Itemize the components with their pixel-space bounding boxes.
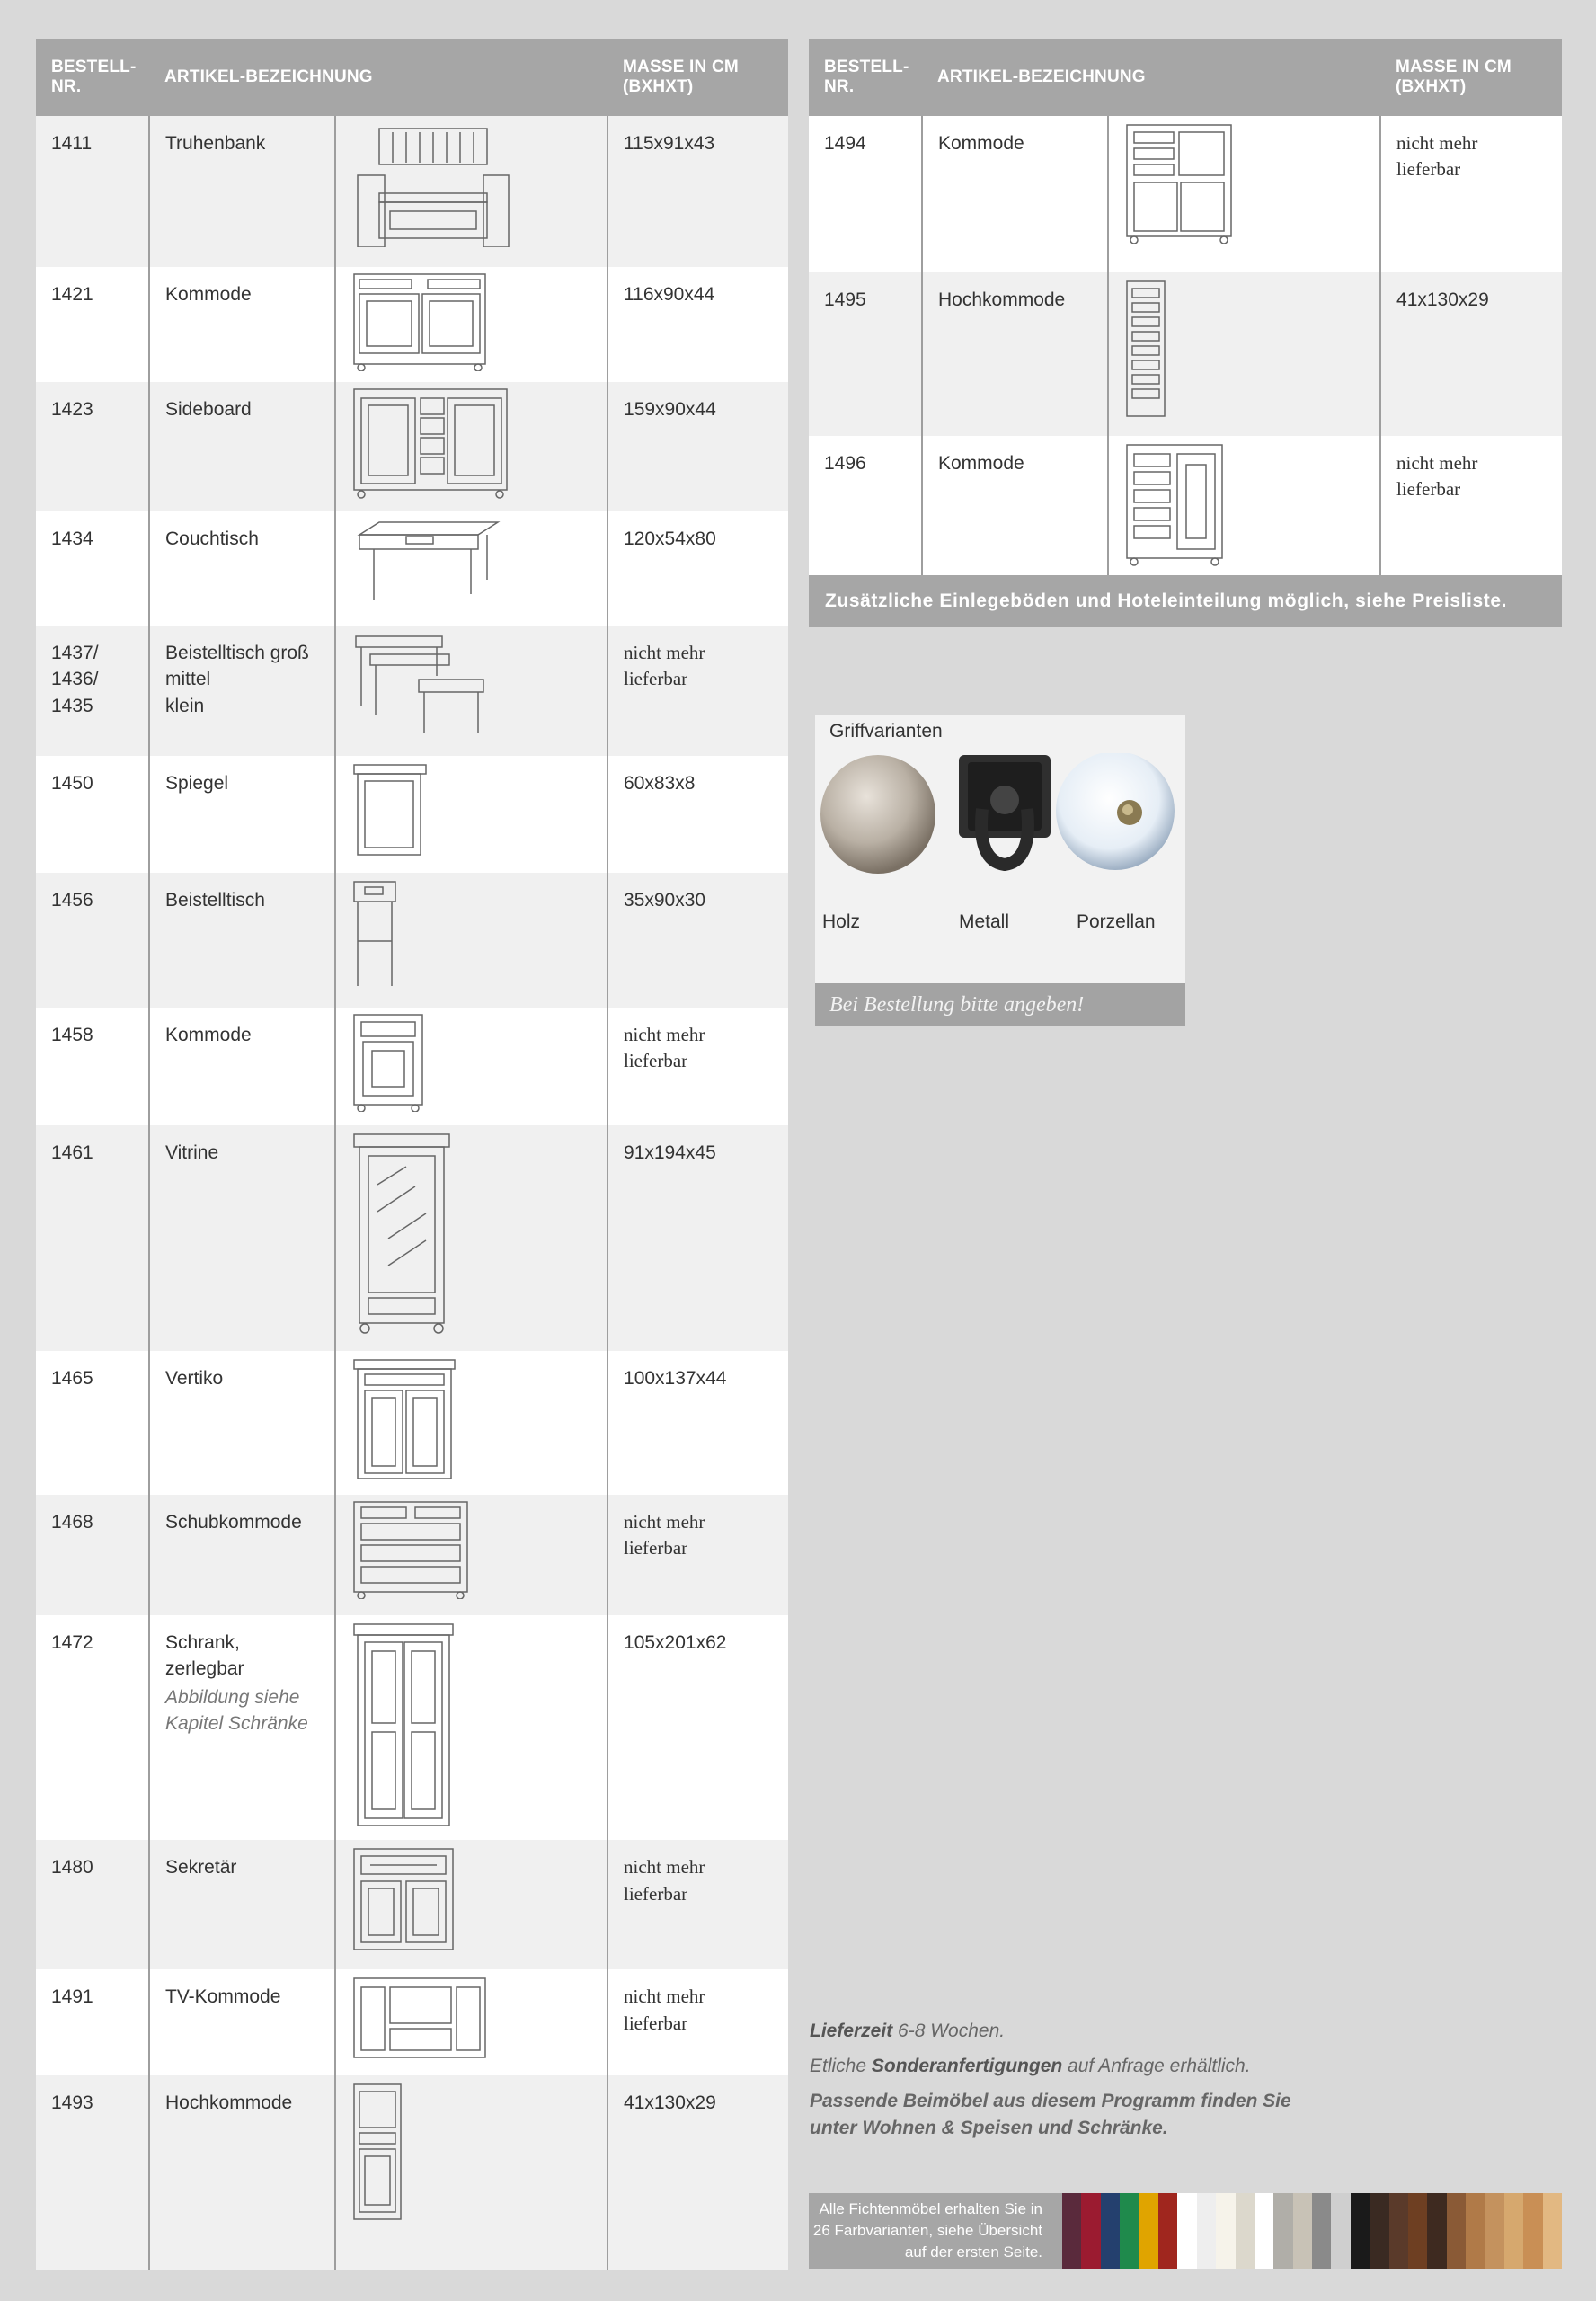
table-row xyxy=(36,2075,788,2270)
color-swatch xyxy=(1255,2193,1273,2269)
grip-images xyxy=(815,753,1185,879)
color-swatch xyxy=(1312,2193,1331,2269)
order-number: 1472 xyxy=(36,1615,149,1840)
product-drawing xyxy=(335,1615,607,1840)
product-dimensions: 116x90x44 xyxy=(607,267,788,382)
product-name: TV-Kommode xyxy=(149,1969,335,2075)
color-swatches xyxy=(1062,2193,1562,2269)
table-row xyxy=(36,267,788,382)
color-swatch xyxy=(1139,2193,1158,2269)
order-number: 1494 xyxy=(809,116,922,272)
product-dimensions: 115x91x43 xyxy=(607,116,788,267)
grip-label-metal: Metall xyxy=(959,911,1010,932)
table-row xyxy=(36,1008,788,1125)
product-drawing xyxy=(335,1840,607,1969)
color-swatch xyxy=(1370,2193,1388,2269)
order-number: 1458 xyxy=(36,1008,149,1125)
product-dimensions: nicht mehr lieferbar xyxy=(1380,436,1562,575)
product-name: Kommode xyxy=(149,267,335,382)
color-swatch xyxy=(1504,2193,1523,2269)
grip-order-note: Bei Bestellung bitte angeben! xyxy=(815,983,1185,1026)
table-row xyxy=(36,1351,788,1495)
delivery-time-label: Lieferzeit xyxy=(810,2021,893,2041)
color-swatch xyxy=(1293,2193,1312,2269)
table-row xyxy=(36,1969,788,2075)
product-drawing xyxy=(335,1351,607,1495)
order-number: 1495 xyxy=(809,272,922,436)
matching-furniture-line1: Passende Beimöbel aus diesem Programm finden Sie xyxy=(810,2091,1291,2111)
color-swatch xyxy=(1216,2193,1235,2269)
product-note: Abbildung siehe Kapitel Schränke xyxy=(165,1686,308,1735)
color-swatch xyxy=(1331,2193,1350,2269)
color-swatch xyxy=(1523,2193,1542,2269)
metal-ring-pull-icon xyxy=(959,755,1051,865)
order-number: 1480 xyxy=(36,1840,149,1969)
table-row xyxy=(36,1615,788,1840)
grip-label-wood: Holz xyxy=(822,911,861,932)
product-dimensions: nicht mehr lieferbar xyxy=(607,1969,788,2075)
product-dimensions: 60x83x8 xyxy=(607,756,788,873)
product-drawing xyxy=(335,873,607,1008)
product-name: Vitrine xyxy=(149,1125,335,1351)
product-dimensions: nicht mehr lieferbar xyxy=(1380,116,1562,272)
product-drawing xyxy=(335,1495,607,1615)
product-dimensions: 105x201x62 xyxy=(607,1615,788,1840)
product-name: Sekretär xyxy=(149,1840,335,1969)
table-row xyxy=(36,873,788,1008)
table-row xyxy=(809,436,1562,575)
product-drawing xyxy=(335,1125,607,1351)
product-name: Hochkommode xyxy=(149,2075,335,2270)
order-number: 1493 xyxy=(36,2075,149,2270)
table-row xyxy=(36,756,788,873)
header-order-no: BESTELL-NR. xyxy=(36,39,149,116)
header-dimensions: MASSE IN CM (BXHXT) xyxy=(1380,39,1562,116)
product-drawing xyxy=(335,267,607,382)
color-swatch xyxy=(1543,2193,1562,2269)
product-dimensions: nicht mehr lieferbar xyxy=(607,1008,788,1125)
color-swatch xyxy=(1408,2193,1427,2269)
product-drawing xyxy=(335,626,607,756)
custom-orders-label: Sonderanfertigungen xyxy=(871,2056,1063,2076)
product-dimensions: 91x194x45 xyxy=(607,1125,788,1351)
product-name: Kommode xyxy=(922,116,1108,272)
order-number: 1456 xyxy=(36,873,149,1008)
grip-label-porcelain: Porzellan xyxy=(1077,911,1156,932)
table-row xyxy=(36,626,788,756)
product-name: Beistelltisch xyxy=(149,873,335,1008)
product-dimensions: 35x90x30 xyxy=(607,873,788,1008)
color-swatch xyxy=(1197,2193,1216,2269)
porcelain-knob-icon xyxy=(1056,753,1175,870)
header-description: ARTIKEL-BEZEICHNUNG xyxy=(922,39,1380,116)
color-swatch xyxy=(1236,2193,1255,2269)
product-drawing xyxy=(1108,116,1380,272)
order-number: 1465 xyxy=(36,1351,149,1495)
color-swatch xyxy=(1101,2193,1120,2269)
product-name: Schrank, zerlegbar xyxy=(165,1632,244,1680)
product-name: Kommode xyxy=(149,1008,335,1125)
matching-furniture-line2: unter Wohnen & Speisen und Schränke. xyxy=(810,2118,1168,2138)
color-variants-bar xyxy=(809,2193,1562,2269)
right-product-table xyxy=(809,39,1562,575)
product-dimensions: 100x137x44 xyxy=(607,1351,788,1495)
order-number: 1434 xyxy=(36,511,149,626)
color-swatch xyxy=(1062,2193,1081,2269)
product-drawing xyxy=(335,1008,607,1125)
color-swatch xyxy=(1177,2193,1196,2269)
product-name: Sideboard xyxy=(149,382,335,511)
product-drawing xyxy=(335,2075,607,2270)
order-number: 1468 xyxy=(36,1495,149,1615)
order-number: 1496 xyxy=(809,436,922,575)
table-row xyxy=(36,511,788,626)
left-product-table xyxy=(36,39,788,2270)
product-drawing xyxy=(335,511,607,626)
wood-knob-icon xyxy=(820,755,935,874)
table-row xyxy=(36,1495,788,1615)
product-dimensions: nicht mehr lieferbar xyxy=(607,1495,788,1615)
color-swatch xyxy=(1120,2193,1139,2269)
header-dimensions: MASSE IN CM (BXHXT) xyxy=(607,39,788,116)
product-name: Spiegel xyxy=(149,756,335,873)
product-drawing xyxy=(1108,436,1380,575)
product-name: Couchtisch xyxy=(149,511,335,626)
product-name: Hochkommode xyxy=(922,272,1108,436)
table-row xyxy=(809,272,1562,436)
product-name: Beistelltisch groß mittel klein xyxy=(149,626,335,756)
product-dimensions: nicht mehr lieferbar xyxy=(607,626,788,756)
product-drawing xyxy=(1108,272,1380,436)
custom-orders-text: Etliche Sonderanfertigungen auf Anfrage erhältlich. xyxy=(810,2056,1251,2076)
color-swatch xyxy=(1351,2193,1370,2269)
product-name: Vertiko xyxy=(149,1351,335,1495)
color-variants-text: Alle Fichtenmöbel erhalten Sie in 26 Farbvarianten, siehe Übersicht auf der ersten Seite. xyxy=(812,2200,1042,2261)
order-number: 1450 xyxy=(36,756,149,873)
delivery-time-text: Lieferzeit 6-8 Wochen. xyxy=(810,2021,1006,2041)
color-swatch xyxy=(1485,2193,1504,2269)
color-swatch xyxy=(1427,2193,1446,2269)
color-swatch xyxy=(1081,2193,1100,2269)
order-number: 1423 xyxy=(36,382,149,511)
product-drawing xyxy=(335,382,607,511)
grip-variants-box xyxy=(815,715,1185,1026)
product-drawing xyxy=(335,756,607,873)
color-swatch xyxy=(1158,2193,1177,2269)
product-drawing xyxy=(335,116,607,267)
product-name: Kommode xyxy=(922,436,1108,575)
table-row xyxy=(36,1840,788,1969)
header-order-no: BESTELL-NR. xyxy=(809,39,922,116)
product-dimensions: nicht mehr lieferbar xyxy=(607,1840,788,1969)
table-row xyxy=(809,116,1562,272)
product-name: Schubkommode xyxy=(149,1495,335,1615)
color-swatch xyxy=(1273,2193,1292,2269)
order-number: 1411 xyxy=(36,116,149,267)
order-number: 1437/ 1436/ 1435 xyxy=(36,626,149,756)
color-swatch xyxy=(1389,2193,1408,2269)
table-row xyxy=(36,1125,788,1351)
color-swatch xyxy=(1466,2193,1485,2269)
extra-shelves-note: Zusätzliche Einlegeböden und Hoteleinteilung möglich, siehe Preisliste. xyxy=(809,575,1562,627)
color-swatch xyxy=(1447,2193,1466,2269)
product-dimensions: 41x130x29 xyxy=(1380,272,1562,436)
order-number: 1491 xyxy=(36,1969,149,2075)
product-dimensions: 159x90x44 xyxy=(607,382,788,511)
order-number: 1461 xyxy=(36,1125,149,1351)
table-row xyxy=(36,382,788,511)
order-number: 1421 xyxy=(36,267,149,382)
product-dimensions: 120x54x80 xyxy=(607,511,788,626)
product-drawing xyxy=(335,1969,607,2075)
grip-variants-title: Griffvarianten xyxy=(829,721,943,742)
product-name: Truhenbank xyxy=(149,116,335,267)
header-description: ARTIKEL-BEZEICHNUNG xyxy=(149,39,607,116)
table-row xyxy=(36,116,788,267)
product-dimensions: 41x130x29 xyxy=(607,2075,788,2270)
